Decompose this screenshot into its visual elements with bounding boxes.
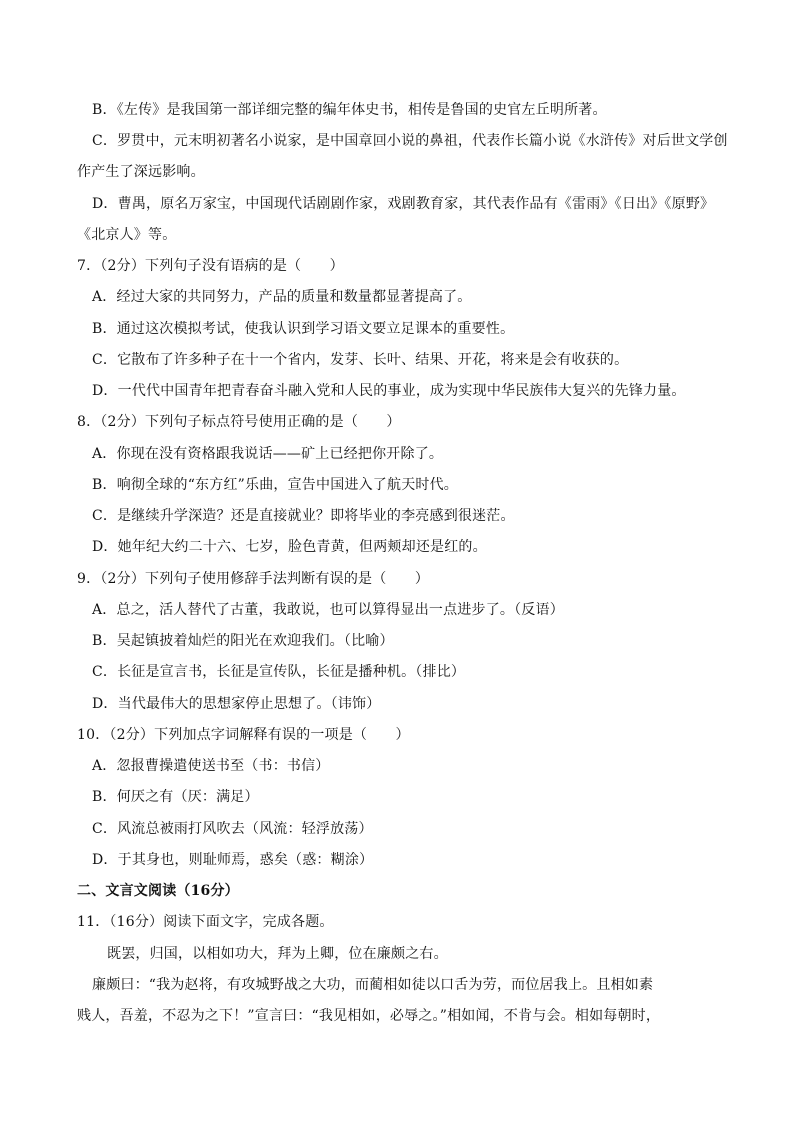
q9-option-b: B．吴起镇披着灿烂的阳光在欢迎我们。（比喻） <box>92 633 394 649</box>
q7-option-c: C．它散布了许多种子在十一个省内，发芽、长叶、结果、开花，将来是会有收获的。 <box>92 352 629 368</box>
q10-option-d: D．于其身也，则耻师焉，惑矣（惑：糊涂） <box>92 852 374 868</box>
q6-option-b: B．《左传》是我国第一部详细完整的编年体史书，相传是鲁国的史官左丘明所著。 <box>92 102 607 118</box>
q10-option-a: A．忽报曹操遣使送书至（书：书信） <box>92 758 330 774</box>
q8-option-c: C．是继续升学深造？还是直接就业？即将毕业的李亮感到很迷茫。 <box>92 508 515 524</box>
q9-option-d: D．当代最伟大的思想家停止思想了。（讳饰） <box>92 696 381 712</box>
q6-option-c: C．罗贯中，元末明初著名小说家，是中国章回小说的鼻祖，代表作长篇小说《水浒传》对后世文学创 <box>92 133 728 149</box>
q9-option-a: A．总之，活人替代了古董，我敢说，也可以算得显出一点进步了。（反语） <box>92 602 564 618</box>
section-heading-classical-reading: 二、文言文阅读（16分） <box>77 883 239 899</box>
q6-option-d: D．曹禺，原名万家宝，中国现代话剧剧作家，戏剧教育家，其代表作品有《雷雨》《日出》《原野》 <box>92 196 715 212</box>
question-8: 8．（2分）下列句子标点符号使用正确的是（ ） <box>77 414 401 430</box>
question-10: 10．（2分）下列加点字词解释有误的一项是（ ） <box>77 727 410 743</box>
passage-paragraph-2: 廉颇曰：“我为赵将，有攻城野战之大功，而蔺相如徒以口舌为劳，而位居我上。且相如素 <box>92 977 654 993</box>
passage-paragraph-1: 既罢，归国，以相如功大，拜为上卿，位在廉颇之右。 <box>107 946 448 962</box>
q6-option-c-continued: 作产生了深远影响。 <box>77 164 205 180</box>
q8-option-d: D．她年纪大约二十六、七岁，脸色青黄，但两颊却还是红的。 <box>92 539 487 555</box>
question-7: 7．（2分）下列句子没有语病的是（ ） <box>77 258 344 274</box>
passage-paragraph-2-continued: 贱人，吾羞，不忍为之下！”宣言曰：“我见相如，必辱之。”相如闻，不肯与会。相如每朝时， <box>77 1008 661 1024</box>
q6-option-d-continued: 《北京人》等。 <box>77 227 177 243</box>
question-9: 9．（2分）下列句子使用修辞手法判断有误的是（ ） <box>77 571 430 587</box>
q10-option-c: C．风流总被雨打风吹去（风流：轻浮放荡） <box>92 821 373 837</box>
q7-option-d: D．一代代中国青年把青春奋斗融入党和人民的事业，成为实现中华民族伟大复兴的先锋力量。 <box>92 383 686 399</box>
q7-option-b: B．通过这次模拟考试，使我认识到学习语文要立足课本的重要性。 <box>92 321 515 337</box>
q9-option-c: C．长征是宣言书，长征是宣传队，长征是播种机。（排比） <box>92 664 466 680</box>
q8-option-b: B．响彻全球的“东方红”乐曲，宣告中国进入了航天时代。 <box>92 477 459 493</box>
q7-option-a: A．经过大家的共同努力，产品的质量和数量都显著提高了。 <box>92 289 472 305</box>
q8-option-a: A．你现在没有资格跟我说话——矿上已经把你开除了。 <box>92 446 444 462</box>
question-11: 11．（16分）阅读下面文字，完成各题。 <box>77 914 334 930</box>
q10-option-b: B．何厌之有（厌：满足） <box>92 789 259 805</box>
